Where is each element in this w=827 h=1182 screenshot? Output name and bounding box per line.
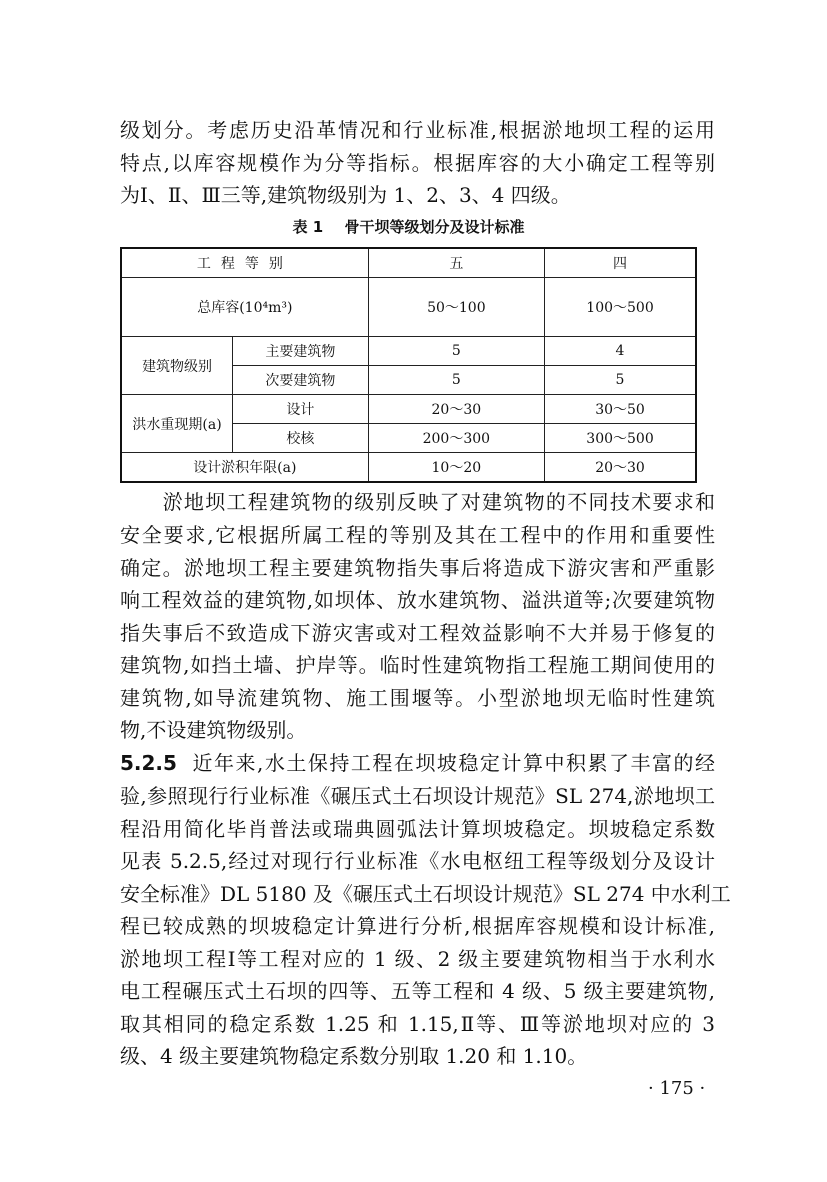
- section-number: 5.2.5: [120, 751, 177, 775]
- text-line: 安全标准》DL 5180 及《碾压式土石坝设计规范》SL 274 中水利工: [120, 882, 731, 906]
- text-line: 建筑物,如挡土墙、护岸等。临时性建筑物指工程施工期间使用的: [120, 653, 715, 677]
- table-cell: 20～30: [368, 395, 544, 424]
- table-cell: 5: [368, 366, 544, 395]
- section-first-line: 近年来,水土保持工程在坝坡稳定计算中积累了丰富的经: [190, 751, 715, 775]
- page-number: · 175 ·: [648, 1078, 706, 1099]
- sub-label: 校核: [233, 424, 369, 453]
- text-line: 级划分。考虑历史沿革情况和行业标准,根据淤地坝工程的运用: [120, 118, 715, 142]
- text-line: 取其相同的稳定系数 1.25 和 1.15,Ⅱ等、Ⅲ等淤地坝对应的 3: [120, 1012, 715, 1036]
- text-line: 指失事后不致造成下游灾害或对工程效益影响不大并易于修复的: [120, 621, 715, 645]
- text-line: 为Ⅰ、Ⅱ、Ⅲ三等,建筑物级别为 1、2、3、4 四级。: [120, 183, 571, 207]
- text-line: 程已较成熟的坝坡稳定计算进行分析,根据库容规模和设计标准,: [120, 914, 715, 938]
- table-cell: 20～30: [545, 453, 696, 483]
- text-line: 响工程效益的建筑物,如坝体、放水建筑物、溢洪道等;次要建筑物: [120, 588, 715, 612]
- sub-label: 主要建筑物: [233, 337, 369, 366]
- table-cell: 200～300: [368, 424, 544, 453]
- table-cell: 30～50: [545, 395, 696, 424]
- row-label: 总库容(10⁴m³): [121, 278, 368, 337]
- table-row: [121, 453, 696, 483]
- table-cell: 5: [368, 337, 544, 366]
- table-caption: [120, 216, 697, 237]
- table-cell: 100～500: [545, 278, 696, 337]
- text-line: [120, 751, 715, 775]
- text-line: 电工程碾压式土石坝的四等、五等工程和 4 级、5 级主要建筑物,: [120, 979, 715, 1003]
- header-cell: 工程等别: [121, 248, 368, 278]
- row-label: 建筑物级别: [121, 337, 233, 395]
- table-cell: 50～100: [368, 278, 544, 337]
- row-label: 设计淤积年限(a): [121, 453, 368, 483]
- text-line: 特点,以库容规模作为分等指标。根据库容的大小确定工程等别: [120, 151, 715, 175]
- row-label: 洪水重现期(a): [121, 395, 233, 453]
- table-cell: 5: [545, 366, 696, 395]
- header-cell: 四: [545, 248, 696, 278]
- table-cell: 4: [545, 337, 696, 366]
- table-row: [121, 278, 696, 337]
- text-line: 确定。淤地坝工程主要建筑物指失事后将造成下游灾害和严重影: [120, 556, 715, 580]
- table-title: 骨干坝等级划分及设计标准: [344, 218, 525, 236]
- table-number: 表 1: [292, 218, 324, 236]
- table-cell: 10～20: [368, 453, 544, 483]
- text-line: 程沿用简化毕肖普法或瑞典圆弧法计算坝坡稳定。坝坡稳定系数: [120, 817, 715, 841]
- table-row: [121, 395, 696, 424]
- text-line: 建筑物,如导流建筑物、施工围堰等。小型淤地坝无临时性建筑: [120, 686, 715, 710]
- text-line: 验,参照现行行业标准《碾压式土石坝设计规范》SL 274,淤地坝工: [120, 784, 715, 808]
- grade-table: [120, 247, 697, 483]
- sub-label: 设计: [233, 395, 369, 424]
- text-line: 安全要求,它根据所属工程的等别及其在工程中的作用和重要性: [120, 523, 715, 547]
- header-cell: 五: [368, 248, 544, 278]
- text-line: 淤地坝工程Ⅰ等工程对应的 1 级、2 级主要建筑物相当于水利水: [120, 947, 715, 971]
- text-line: 级、4 级主要建筑物稳定系数分别取 1.20 和 1.10。: [120, 1044, 588, 1068]
- table-row: [121, 248, 696, 278]
- sub-label: 次要建筑物: [233, 366, 369, 395]
- table-row: [121, 337, 696, 366]
- text-line: 见表 5.2.5,经过对现行行业标准《水电枢纽工程等级划分及设计: [120, 849, 715, 873]
- table-cell: 300～500: [545, 424, 696, 453]
- text-line: 淤地坝工程建筑物的级别反映了对建筑物的不同技术要求和: [120, 490, 715, 514]
- text-line: 物,不设建筑物级别。: [120, 718, 307, 742]
